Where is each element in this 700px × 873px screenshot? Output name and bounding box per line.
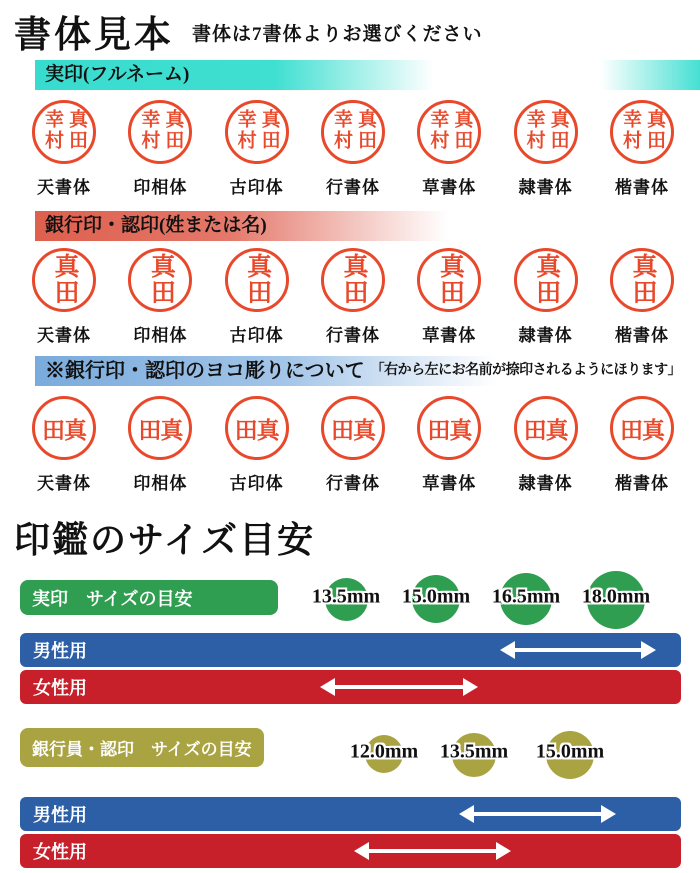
seal-sample bbox=[307, 100, 399, 198]
arrow-head-right bbox=[496, 842, 511, 860]
font-label: 行書体 bbox=[325, 178, 380, 197]
seal-stamp: 真田幸村 bbox=[225, 100, 289, 164]
seal-row-jitsuin bbox=[18, 100, 688, 198]
seal-stamp: 田真 bbox=[128, 396, 192, 460]
size-range-arrow bbox=[354, 842, 511, 860]
size-range-arrow bbox=[500, 641, 656, 659]
seal-row-yokobori bbox=[18, 396, 688, 494]
seal-stamp: 真田幸村 bbox=[610, 100, 674, 164]
seal-stamp: 真田 bbox=[610, 248, 674, 312]
size-value-label: 15.0mm bbox=[535, 740, 605, 763]
seal-stamp: 真田幸村 bbox=[321, 100, 385, 164]
seal-sample bbox=[211, 100, 303, 198]
arrow-head-right bbox=[601, 805, 616, 823]
seal-stamp: 田真 bbox=[321, 396, 385, 460]
seal-stamp: 真田幸村 bbox=[514, 100, 578, 164]
seal-stamp: 真田 bbox=[321, 248, 385, 312]
ginkoin-male-bar bbox=[20, 797, 681, 831]
seal-row-ginkoin bbox=[18, 248, 688, 346]
font-label: 草書体 bbox=[422, 178, 477, 197]
seal-stamp: 田真 bbox=[225, 396, 289, 460]
jitsuin-female-bar bbox=[20, 670, 681, 704]
font-label: 隷書体 bbox=[518, 178, 573, 197]
seal-sample bbox=[18, 396, 110, 494]
size-range-arrow bbox=[320, 678, 478, 696]
seal-sample bbox=[403, 248, 495, 346]
font-label: 古印体 bbox=[229, 326, 284, 345]
arrow-shaft bbox=[363, 849, 502, 853]
seal-sample bbox=[211, 248, 303, 346]
font-label: 楷書体 bbox=[614, 178, 669, 197]
size-value-label: 18.0mm bbox=[581, 585, 651, 608]
font-label: 草書体 bbox=[422, 326, 477, 345]
page-subtitle: 書体は7書体よりお選びください bbox=[192, 24, 483, 45]
font-label: 天書体 bbox=[37, 326, 91, 345]
seal-stamp: 田真 bbox=[32, 396, 96, 460]
size-value-label: 15.0mm bbox=[401, 585, 471, 608]
seal-sample bbox=[307, 396, 399, 494]
font-label: 印相体 bbox=[133, 474, 188, 493]
female-label: 女性用 bbox=[33, 842, 87, 862]
ginkoin-size-tag: 銀行員・認印 サイズの目安 bbox=[20, 728, 264, 767]
seal-stamp: 田真 bbox=[514, 396, 578, 460]
jitsuin-male-bar bbox=[20, 633, 681, 667]
seal-stamp: 真田幸村 bbox=[417, 100, 481, 164]
seal-sample bbox=[114, 100, 206, 198]
font-label: 行書体 bbox=[325, 474, 380, 493]
section-header-yokobori bbox=[35, 356, 695, 386]
arrow-head-left bbox=[354, 842, 369, 860]
arrow-head-left bbox=[320, 678, 335, 696]
font-label: 隷書体 bbox=[518, 474, 573, 493]
seal-stamp: 真田 bbox=[514, 248, 578, 312]
male-label: 男性用 bbox=[33, 641, 87, 661]
seal-stamp: 真田 bbox=[128, 248, 192, 312]
size-value-label: 13.5mm bbox=[311, 585, 381, 608]
font-label: 古印体 bbox=[229, 474, 284, 493]
seal-sample bbox=[596, 396, 688, 494]
size-value-label: 12.0mm bbox=[349, 740, 419, 763]
seal-sample bbox=[307, 248, 399, 346]
seal-sample bbox=[18, 248, 110, 346]
font-label: 隷書体 bbox=[518, 326, 573, 345]
seal-sample bbox=[114, 248, 206, 346]
seal-sample bbox=[500, 100, 592, 198]
seal-sample bbox=[500, 248, 592, 346]
arrow-shaft bbox=[468, 812, 607, 816]
font-label: 草書体 bbox=[422, 474, 477, 493]
seal-stamp: 真田 bbox=[32, 248, 96, 312]
seal-stamp: 真田幸村 bbox=[128, 100, 192, 164]
female-label: 女性用 bbox=[33, 678, 87, 698]
font-label: 楷書体 bbox=[614, 474, 669, 493]
font-label: 天書体 bbox=[37, 474, 91, 493]
seal-sample bbox=[596, 100, 688, 198]
seal-sample bbox=[18, 100, 110, 198]
arrow-shaft bbox=[329, 685, 469, 689]
seal-stamp: 田真 bbox=[417, 396, 481, 460]
seal-stamp: 田真 bbox=[610, 396, 674, 460]
jitsuin-size-tag: 実印 サイズの目安 bbox=[20, 580, 278, 615]
seal-sample bbox=[403, 396, 495, 494]
size-section-title: 印鑑のサイズ目安 bbox=[14, 520, 316, 560]
seal-sample bbox=[500, 396, 592, 494]
section-header-jitsuin: 実印(フルネーム) bbox=[35, 60, 700, 90]
arrow-head-left bbox=[500, 641, 515, 659]
ginkoin-female-bar bbox=[20, 834, 681, 868]
yokobori-note-text: 「右から左にお名前が捺印されるようにほります」 bbox=[370, 363, 682, 378]
seal-stamp: 真田 bbox=[225, 248, 289, 312]
seal-stamp: 真田幸村 bbox=[32, 100, 96, 164]
arrow-head-right bbox=[641, 641, 656, 659]
male-label: 男性用 bbox=[33, 805, 87, 825]
seal-sample bbox=[403, 100, 495, 198]
arrow-shaft bbox=[509, 648, 647, 652]
font-label: 楷書体 bbox=[614, 326, 669, 345]
size-value-label: 13.5mm bbox=[439, 740, 509, 763]
font-label: 古印体 bbox=[229, 178, 284, 197]
font-label: 印相体 bbox=[133, 326, 188, 345]
yokobori-header-text: ※銀行印・認印のヨコ彫りについて bbox=[45, 360, 365, 382]
seal-sample bbox=[211, 396, 303, 494]
arrow-head-left bbox=[459, 805, 474, 823]
seal-stamp: 真田 bbox=[417, 248, 481, 312]
size-range-arrow bbox=[459, 805, 616, 823]
font-label: 行書体 bbox=[325, 326, 380, 345]
size-value-label: 16.5mm bbox=[491, 585, 561, 608]
font-label: 天書体 bbox=[37, 178, 91, 197]
page-title: 書体見本 bbox=[14, 15, 174, 56]
section-header-ginkoin: 銀行印・認印(姓または名) bbox=[35, 211, 465, 241]
seal-sample bbox=[114, 396, 206, 494]
font-label: 印相体 bbox=[133, 178, 188, 197]
arrow-head-right bbox=[463, 678, 478, 696]
seal-sample bbox=[596, 248, 688, 346]
